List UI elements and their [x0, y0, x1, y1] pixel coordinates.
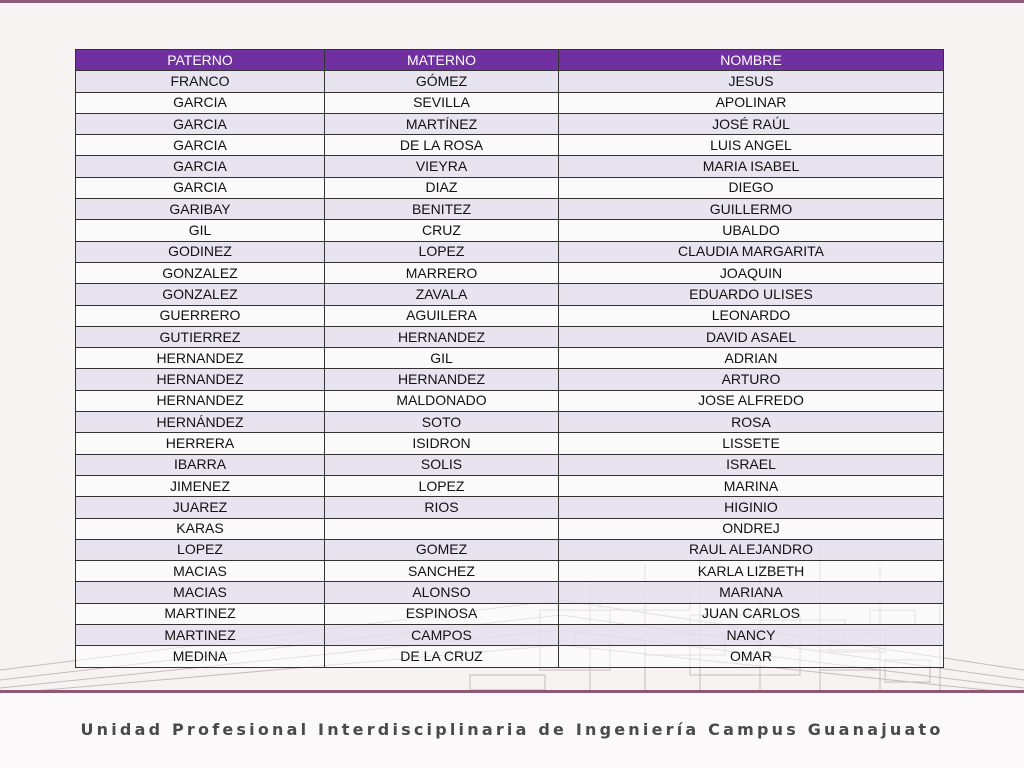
- cell-nombre: UBALDO: [559, 220, 944, 241]
- cell-paterno: KARAS: [76, 518, 325, 539]
- cell-nombre: RAUL ALEJANDRO: [559, 539, 944, 560]
- cell-nombre: MARIANA: [559, 582, 944, 603]
- table-row: [76, 305, 944, 326]
- cell-nombre: LISSETE: [559, 433, 944, 454]
- cell-materno: CAMPOS: [325, 625, 559, 646]
- cell-materno: MARRERO: [325, 262, 559, 283]
- cell-materno: VIEYRA: [325, 156, 559, 177]
- cell-nombre: ONDREJ: [559, 518, 944, 539]
- cell-nombre: JOSE ALFREDO: [559, 390, 944, 411]
- table-row: [76, 284, 944, 305]
- cell-nombre: JESUS: [559, 71, 944, 92]
- cell-paterno: HERNÁNDEZ: [76, 412, 325, 433]
- table-row: [76, 390, 944, 411]
- cell-paterno: GARCIA: [76, 113, 325, 134]
- cell-paterno: GIL: [76, 220, 325, 241]
- cell-paterno: LOPEZ: [76, 539, 325, 560]
- table-row: [76, 326, 944, 347]
- cell-nombre: ISRAEL: [559, 454, 944, 475]
- cell-paterno: GARCIA: [76, 156, 325, 177]
- table-row: [76, 646, 944, 667]
- cell-materno: MALDONADO: [325, 390, 559, 411]
- cell-paterno: HERNANDEZ: [76, 348, 325, 369]
- cell-materno: DE LA CRUZ: [325, 646, 559, 667]
- table-row: [76, 369, 944, 390]
- cell-paterno: MARTINEZ: [76, 625, 325, 646]
- table-row: [76, 625, 944, 646]
- cell-paterno: GUERRERO: [76, 305, 325, 326]
- cell-paterno: MACIAS: [76, 582, 325, 603]
- cell-paterno: HERRERA: [76, 433, 325, 454]
- cell-nombre: DIEGO: [559, 177, 944, 198]
- table-row: [76, 113, 944, 134]
- table-row: [76, 539, 944, 560]
- cell-paterno: MACIAS: [76, 561, 325, 582]
- cell-nombre: ROSA: [559, 412, 944, 433]
- cell-paterno: GARCIA: [76, 92, 325, 113]
- cell-paterno: HERNANDEZ: [76, 369, 325, 390]
- cell-nombre: OMAR: [559, 646, 944, 667]
- table-row: [76, 262, 944, 283]
- header-nombre: NOMBRE: [559, 50, 944, 71]
- cell-materno: HERNANDEZ: [325, 369, 559, 390]
- table-row: [76, 454, 944, 475]
- cell-nombre: JUAN CARLOS: [559, 603, 944, 624]
- header-paterno: PATERNO: [76, 50, 325, 71]
- cell-materno: BENITEZ: [325, 199, 559, 220]
- cell-materno: AGUILERA: [325, 305, 559, 326]
- cell-paterno: JUAREZ: [76, 497, 325, 518]
- cell-nombre: LUIS ANGEL: [559, 135, 944, 156]
- table-row: [76, 156, 944, 177]
- table-row: [76, 348, 944, 369]
- table-row: [76, 220, 944, 241]
- cell-nombre: GUILLERMO: [559, 199, 944, 220]
- cell-paterno: GONZALEZ: [76, 284, 325, 305]
- table-row: [76, 412, 944, 433]
- cell-materno: ESPINOSA: [325, 603, 559, 624]
- cell-paterno: IBARRA: [76, 454, 325, 475]
- cell-materno: SOTO: [325, 412, 559, 433]
- cell-materno: SOLIS: [325, 454, 559, 475]
- cell-paterno: HERNANDEZ: [76, 390, 325, 411]
- cell-paterno: GONZALEZ: [76, 262, 325, 283]
- cell-materno: CRUZ: [325, 220, 559, 241]
- cell-nombre: JOSÉ RAÚL: [559, 113, 944, 134]
- table-row: [76, 582, 944, 603]
- table-row: [76, 518, 944, 539]
- table-row: [76, 603, 944, 624]
- cell-materno: MARTÍNEZ: [325, 113, 559, 134]
- cell-paterno: GARIBAY: [76, 199, 325, 220]
- cell-nombre: KARLA LIZBETH: [559, 561, 944, 582]
- cell-nombre: APOLINAR: [559, 92, 944, 113]
- cell-materno: LOPEZ: [325, 475, 559, 496]
- cell-nombre: MARIA ISABEL: [559, 156, 944, 177]
- cell-nombre: ADRIAN: [559, 348, 944, 369]
- header-row: [76, 50, 944, 71]
- cell-nombre: HIGINIO: [559, 497, 944, 518]
- table-row: [76, 561, 944, 582]
- cell-paterno: FRANCO: [76, 71, 325, 92]
- institution-name: Unidad Profesional Interdisciplinaria de Ingeniería Campus Guanajuato: [80, 720, 944, 739]
- cell-paterno: MARTINEZ: [76, 603, 325, 624]
- cell-nombre: EDUARDO ULISES: [559, 284, 944, 305]
- cell-materno: [325, 518, 559, 539]
- cell-materno: GIL: [325, 348, 559, 369]
- cell-nombre: MARINA: [559, 475, 944, 496]
- cell-paterno: MEDINA: [76, 646, 325, 667]
- cell-materno: RIOS: [325, 497, 559, 518]
- cell-paterno: JIMENEZ: [76, 475, 325, 496]
- table-row: [76, 135, 944, 156]
- table-header: [76, 50, 944, 71]
- cell-nombre: DAVID ASAEL: [559, 326, 944, 347]
- table-row: [76, 71, 944, 92]
- table-row: [76, 241, 944, 262]
- cell-nombre: NANCY: [559, 625, 944, 646]
- cell-materno: SEVILLA: [325, 92, 559, 113]
- cell-materno: DIAZ: [325, 177, 559, 198]
- table-row: [76, 433, 944, 454]
- top-accent-line: [0, 0, 1024, 3]
- cell-materno: HERNANDEZ: [325, 326, 559, 347]
- cell-nombre: ARTURO: [559, 369, 944, 390]
- cell-materno: GÓMEZ: [325, 71, 559, 92]
- cell-materno: SANCHEZ: [325, 561, 559, 582]
- table-row: [76, 497, 944, 518]
- cell-materno: ZAVALA: [325, 284, 559, 305]
- cell-materno: ALONSO: [325, 582, 559, 603]
- cell-paterno: GODINEZ: [76, 241, 325, 262]
- cell-nombre: JOAQUIN: [559, 262, 944, 283]
- student-list-table: [75, 49, 944, 668]
- cell-materno: GOMEZ: [325, 539, 559, 560]
- cell-materno: DE LA ROSA: [325, 135, 559, 156]
- table-row: [76, 177, 944, 198]
- cell-paterno: GARCIA: [76, 135, 325, 156]
- table-row: [76, 92, 944, 113]
- table-body: [76, 71, 944, 667]
- cell-paterno: GUTIERREZ: [76, 326, 325, 347]
- cell-nombre: LEONARDO: [559, 305, 944, 326]
- cell-materno: ISIDRON: [325, 433, 559, 454]
- header-materno: MATERNO: [325, 50, 559, 71]
- cell-nombre: CLAUDIA MARGARITA: [559, 241, 944, 262]
- cell-materno: LOPEZ: [325, 241, 559, 262]
- table-row: [76, 199, 944, 220]
- cell-paterno: GARCIA: [76, 177, 325, 198]
- table-row: [76, 475, 944, 496]
